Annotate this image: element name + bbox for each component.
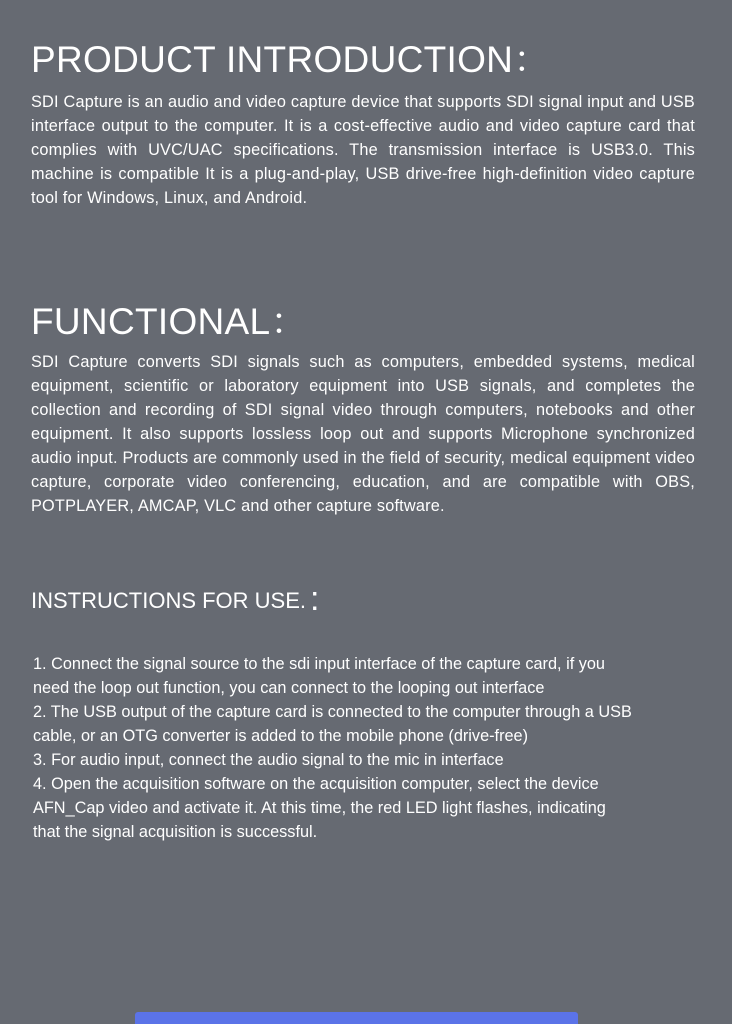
instructions-heading (31, 580, 732, 618)
functional-section (31, 300, 695, 518)
product-introduction-text: SDI Capture is an audio and video capture device that supports SDI signal input and USB interface output to the computer. It is a cost-effective audio and video capture card that complies with UVC/UAC specifications. The transmission interface is USB3.0. This machine is compatible It is a plug-and-play, USB drive-free high-definition video capture tool for Windows, Linux, and Android. (31, 93, 695, 207)
instruction-line: 1. Connect the signal source to the sdi input interface of the capture card, if you (33, 655, 605, 673)
instruction-line: 4. Open the acquisition software on the acquisition computer, select the device (33, 775, 599, 793)
instruction-line: cable, or an OTG converter is added to the mobile phone (drive-free) (33, 727, 529, 745)
product-introduction-section (31, 38, 695, 210)
instructions-steps (33, 652, 732, 844)
instruction-line: 3. For audio input, connect the audio signal to the mic in interface (33, 751, 504, 769)
functional-text: SDI Capture converts SDI signals such as computers, embedded systems, medical equipment, scientific or laboratory equipment into USB signals, and completes the collection and recording of SDI signal video through computers, notebooks and other equipment. It also supports lossless loop out and supports Microphone synchronized audio input. Products are commonly used in the field of security, medical equipment video capture, corporate video conferencing, education, and are compatible with OBS, POTPLAYER, AMCAP, VLC and other capture software. (31, 353, 695, 515)
functional-heading: FUNCTIONAL： (31, 301, 308, 342)
instructions-heading-text: INSTRUCTIONS FOR USE. (31, 588, 307, 613)
instructions-section (31, 580, 732, 844)
instruction-line: 2. The USB output of the capture card is connected to the computer through a USB (33, 703, 632, 721)
instruction-line: that the signal acquisition is successful. (33, 823, 318, 841)
bottom-accent-bar (135, 1012, 578, 1024)
instruction-line: AFN_Cap video and activate it. At this time, the red LED light flashes, indicating (33, 799, 606, 817)
instruction-line: need the loop out function, you can connect to the looping out interface (33, 679, 545, 697)
product-introduction-heading: PRODUCT INTRODUCTION： (31, 39, 551, 80)
instructions-heading-colon: : (310, 580, 320, 618)
